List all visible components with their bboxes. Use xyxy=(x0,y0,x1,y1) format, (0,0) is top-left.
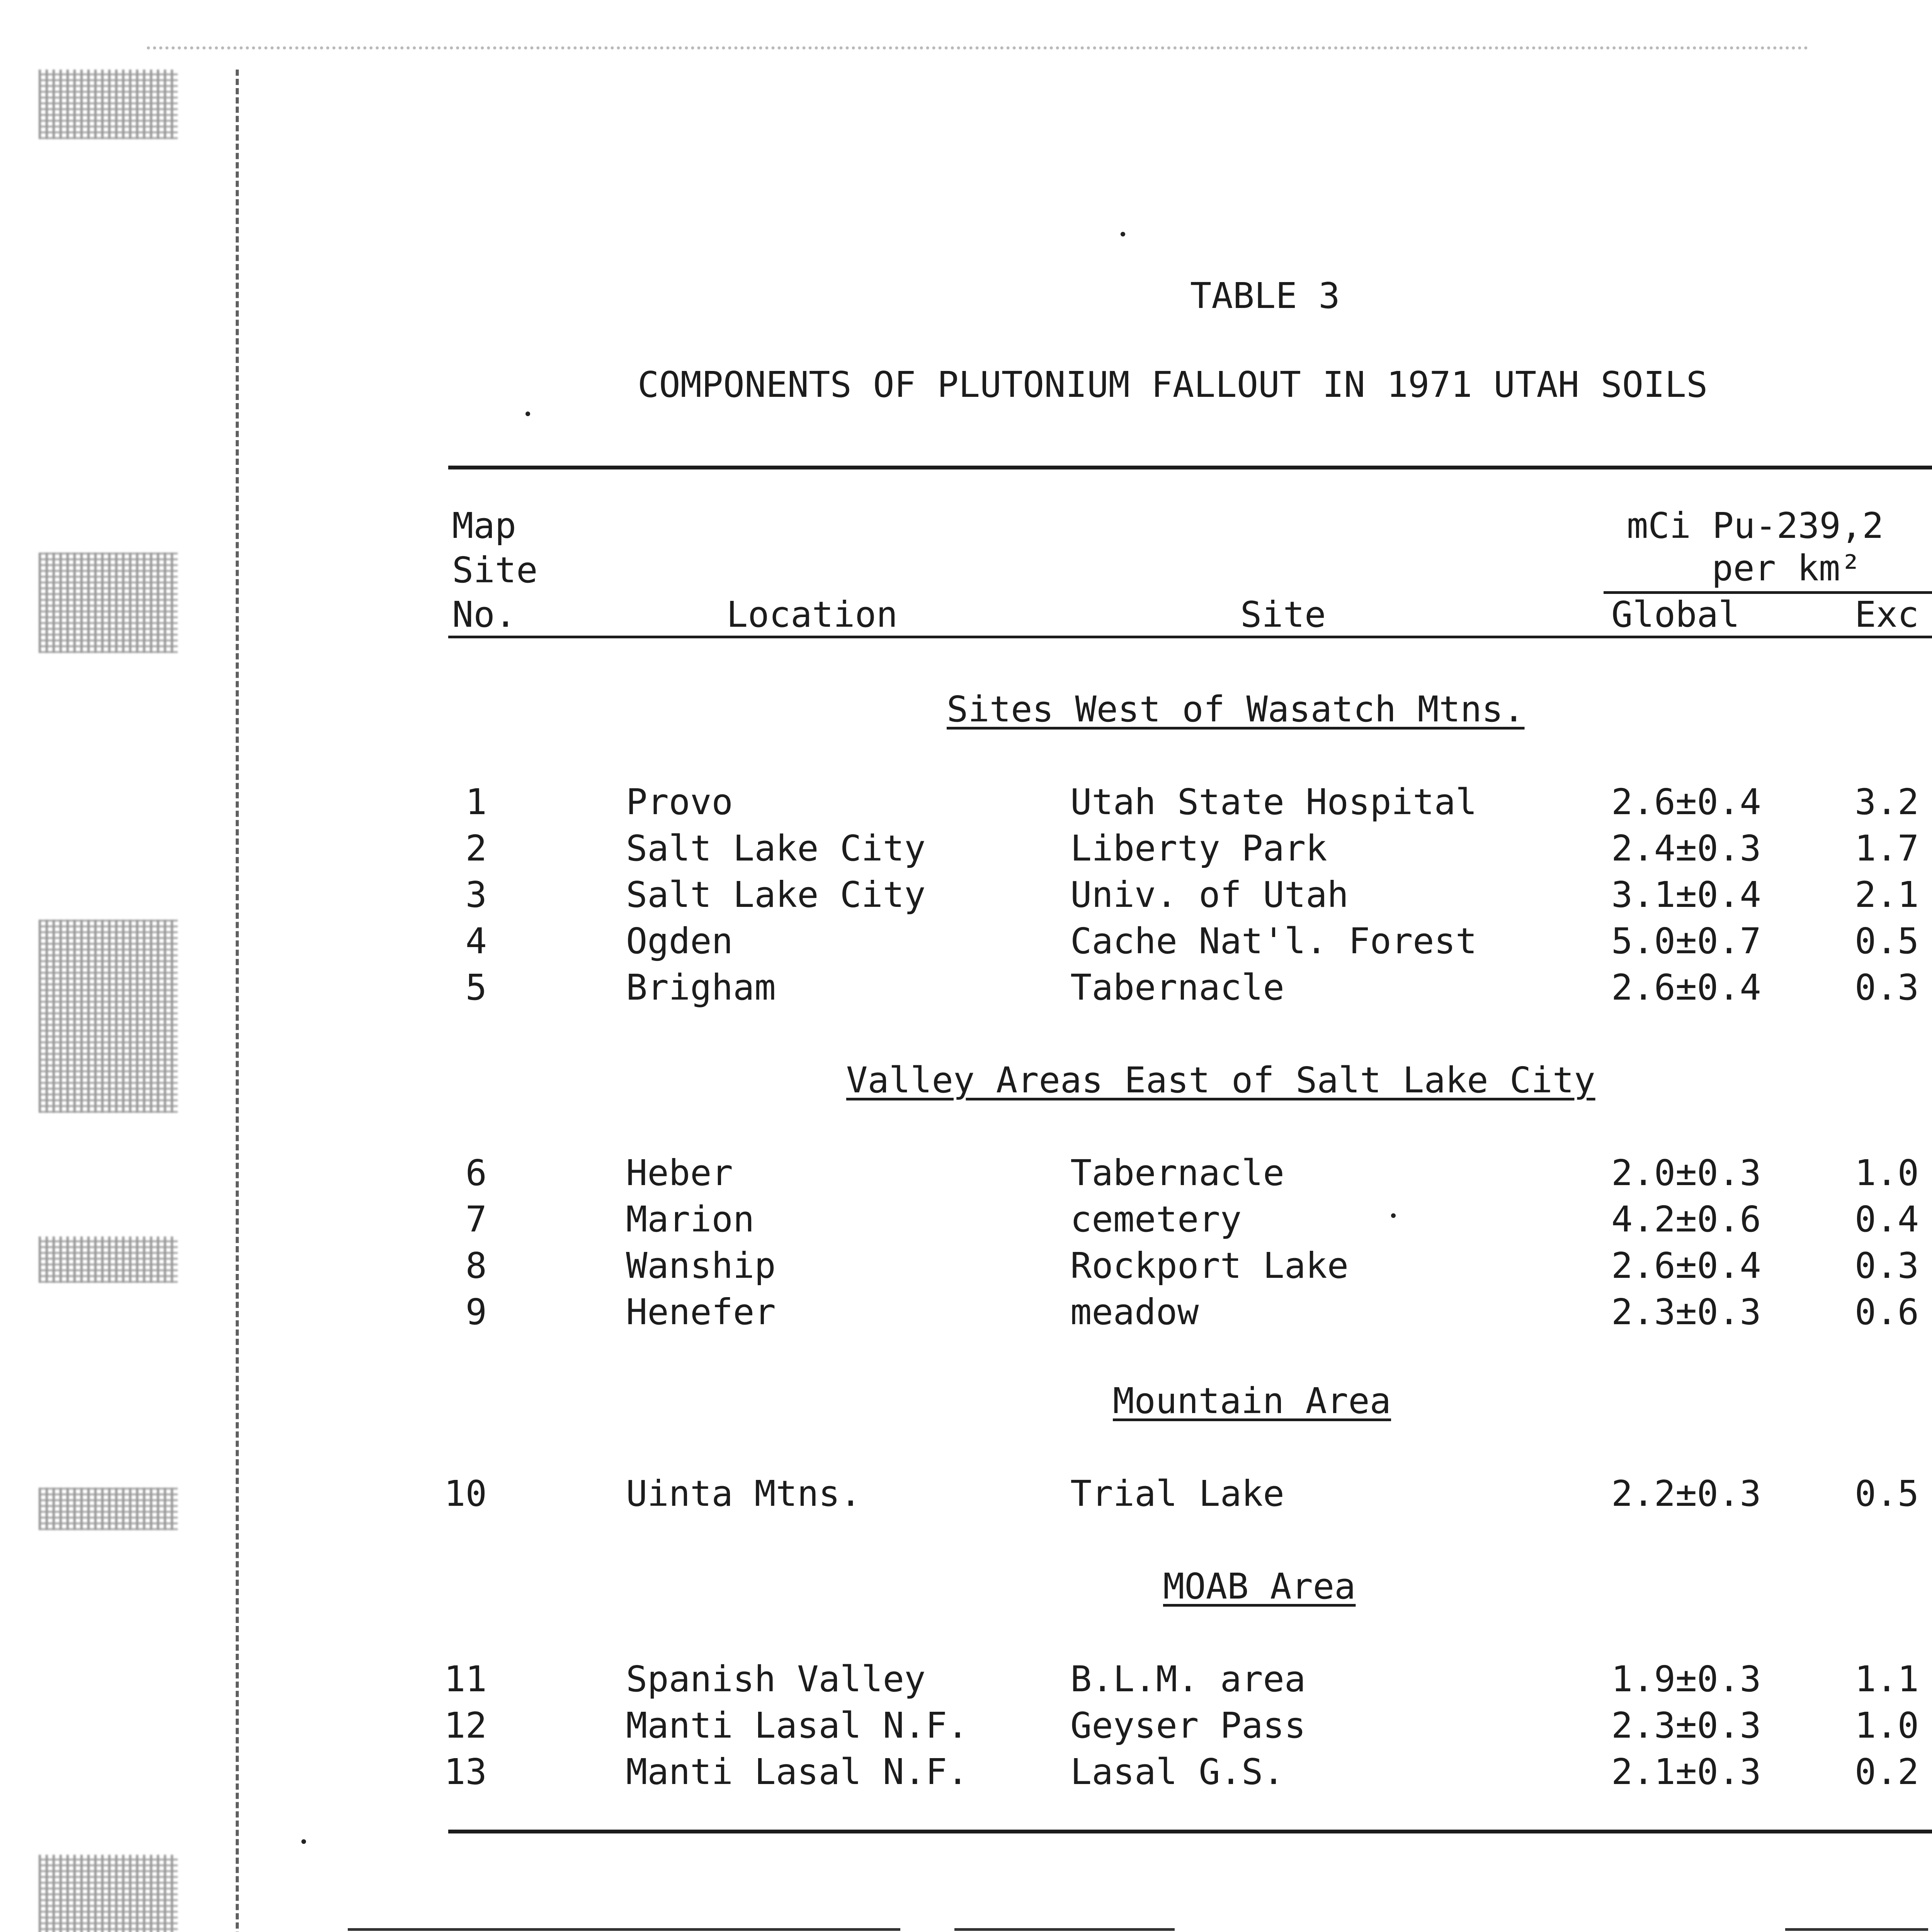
exc-value: 2.1 xyxy=(1855,874,1919,915)
location-cell: Heber xyxy=(626,1152,733,1194)
table-label: TABLE 3 xyxy=(1190,275,1340,316)
site-cell: Cache Nat'l. Forest xyxy=(1070,920,1477,962)
table-top-rule xyxy=(448,466,1932,469)
global-value: 4.2±0.6 xyxy=(1611,1199,1761,1240)
site-cell: Utah State Hospital xyxy=(1070,781,1477,823)
location-cell: Marion xyxy=(626,1199,755,1240)
location-cell: Ogden xyxy=(626,920,733,962)
location-cell: Spanish Valley xyxy=(626,1658,926,1700)
margin-line xyxy=(236,70,239,1932)
exc-value: 1.0 xyxy=(1855,1705,1919,1746)
speck xyxy=(526,412,530,416)
header-unit-line2: per km² xyxy=(1712,548,1862,589)
exc-value: 1.7 xyxy=(1855,828,1919,869)
section-title: MOAB Area xyxy=(1163,1566,1356,1607)
header-unit-rule xyxy=(1604,591,1932,594)
site-cell: cemetery xyxy=(1070,1199,1242,1240)
exc-value: 0.3 xyxy=(1855,967,1919,1008)
location-cell: Manti Lasal N.F. xyxy=(626,1751,969,1793)
exc-value: 0.4 xyxy=(1855,1199,1919,1240)
site-number: 4 xyxy=(465,920,487,962)
site-number: 7 xyxy=(465,1199,487,1240)
footer-rule xyxy=(348,1928,900,1931)
site-number: 8 xyxy=(465,1245,487,1286)
exc-value: 0.2 xyxy=(1855,1751,1919,1793)
location-cell: Salt Lake City xyxy=(626,874,926,915)
site-number: 2 xyxy=(465,828,487,869)
speck xyxy=(301,1839,306,1844)
site-cell: B.L.M. area xyxy=(1070,1658,1306,1700)
footer-rule xyxy=(954,1928,1175,1931)
exc-value: 0.5 xyxy=(1855,920,1919,962)
site-cell: Univ. of Utah xyxy=(1070,874,1349,915)
location-cell: Uinta Mtns. xyxy=(626,1473,862,1514)
exc-value: 0.6 xyxy=(1855,1291,1919,1333)
speck xyxy=(1391,1213,1396,1218)
exc-value: 3.2 xyxy=(1855,781,1919,823)
site-number: 11 xyxy=(444,1658,487,1700)
exc-value: 1.0 xyxy=(1855,1152,1919,1194)
exc-value: 0.5 xyxy=(1855,1473,1919,1514)
header-unit-line1: mCi Pu-239,2 xyxy=(1627,505,1884,546)
global-value: 2.6±0.4 xyxy=(1611,781,1761,823)
global-value: 1.9±0.3 xyxy=(1611,1658,1761,1700)
section-title: Valley Areas East of Salt Lake City xyxy=(846,1060,1595,1101)
location-cell: Manti Lasal N.F. xyxy=(626,1705,969,1746)
site-number: 10 xyxy=(444,1473,487,1514)
site-number: 1 xyxy=(465,781,487,823)
site-cell: meadow xyxy=(1070,1291,1199,1333)
section-title: Mountain Area xyxy=(1113,1380,1391,1422)
header-global: Global xyxy=(1611,594,1740,635)
table-bottom-rule xyxy=(448,1830,1932,1833)
site-cell: Geyser Pass xyxy=(1070,1705,1306,1746)
table-title: COMPONENTS OF PLUTONIUM FALLOUT IN 1971 UTAH SOILS xyxy=(638,364,1708,405)
global-value: 2.2±0.3 xyxy=(1611,1473,1761,1514)
footer-rule xyxy=(1785,1928,1928,1931)
location-cell: Henefer xyxy=(626,1291,776,1333)
global-value: 2.3±0.3 xyxy=(1611,1705,1761,1746)
site-cell: Trial Lake xyxy=(1070,1473,1284,1514)
header-site: Site xyxy=(1240,594,1326,635)
header-location: Location xyxy=(726,594,898,635)
global-value: 3.1±0.4 xyxy=(1611,874,1761,915)
global-value: 5.0±0.7 xyxy=(1611,920,1761,962)
site-cell: Rockport Lake xyxy=(1070,1245,1349,1286)
global-value: 2.6±0.4 xyxy=(1611,967,1761,1008)
global-value: 2.3±0.3 xyxy=(1611,1291,1761,1333)
site-number: 3 xyxy=(465,874,487,915)
site-number: 12 xyxy=(444,1705,487,1746)
header-exc: Exc xyxy=(1855,594,1919,635)
site-number: 9 xyxy=(465,1291,487,1333)
global-value: 2.4±0.3 xyxy=(1611,828,1761,869)
binder-edge xyxy=(15,0,170,1932)
exc-value: 1.1 xyxy=(1855,1658,1919,1700)
location-cell: Wanship xyxy=(626,1245,776,1286)
header-site-line: Site xyxy=(452,549,538,591)
header-rule xyxy=(448,636,1932,638)
global-value: 2.0±0.3 xyxy=(1611,1152,1761,1194)
location-cell: Salt Lake City xyxy=(626,828,926,869)
speck xyxy=(1121,232,1125,236)
exc-value: 0.3 xyxy=(1855,1245,1919,1286)
site-number: 6 xyxy=(465,1152,487,1194)
site-number: 13 xyxy=(444,1751,487,1793)
site-cell: Tabernacle xyxy=(1070,967,1284,1008)
header-no: No. xyxy=(452,594,517,635)
global-value: 2.6±0.4 xyxy=(1611,1245,1761,1286)
site-cell: Liberty Park xyxy=(1070,828,1327,869)
site-cell: Tabernacle xyxy=(1070,1152,1284,1194)
global-value: 2.1±0.3 xyxy=(1611,1751,1761,1793)
site-cell: Lasal G.S. xyxy=(1070,1751,1284,1793)
header-map: Map xyxy=(452,505,517,546)
site-number: 5 xyxy=(465,967,487,1008)
location-cell: Provo xyxy=(626,781,733,823)
location-cell: Brigham xyxy=(626,967,776,1008)
scan-noise-top xyxy=(147,46,1808,49)
section-title: Sites West of Wasatch Mtns. xyxy=(947,689,1525,730)
